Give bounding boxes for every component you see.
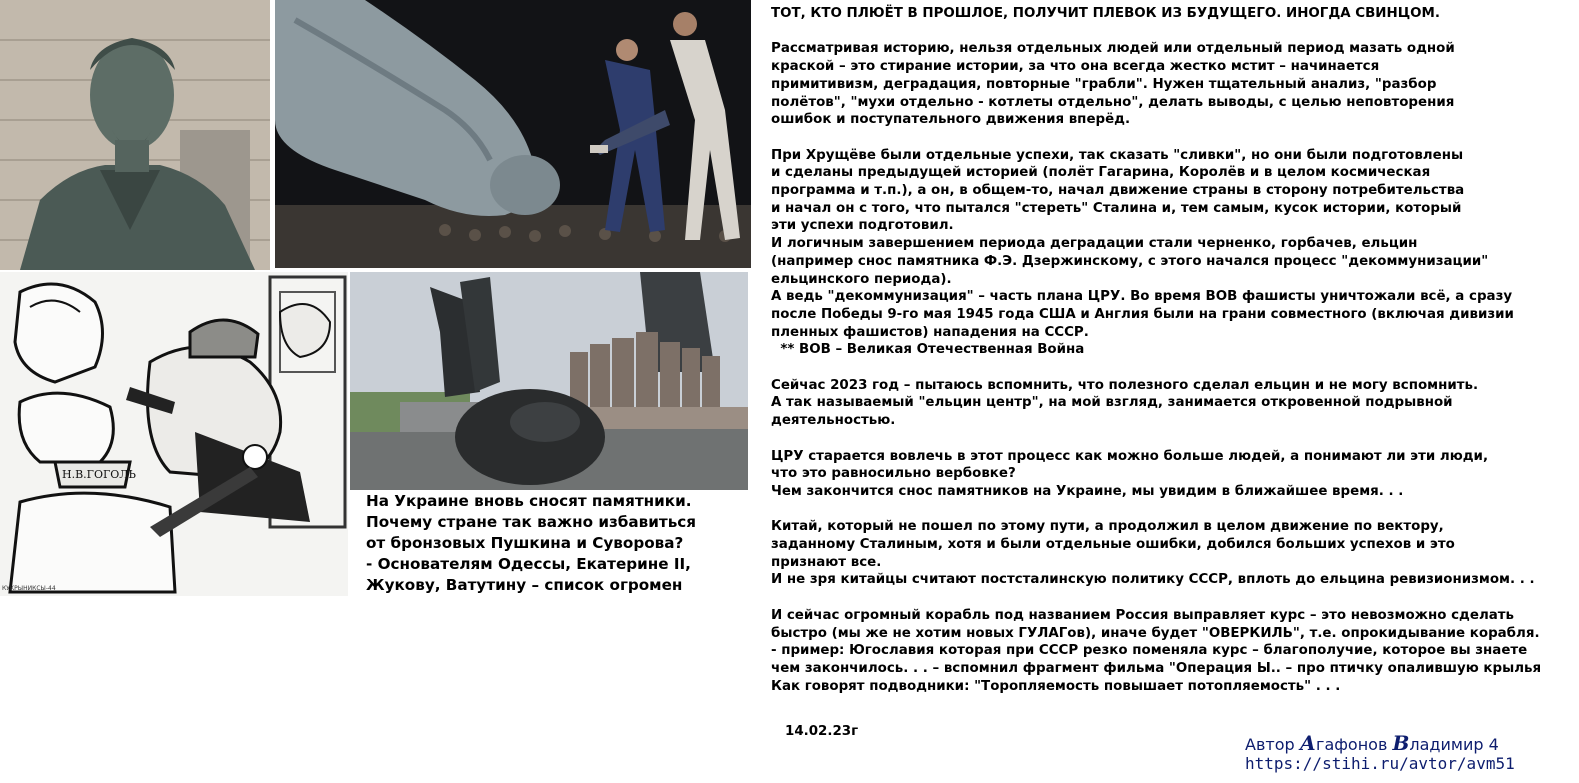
- article-line: При Хрущёве были отдельные успехи, так сказать "сливки", но они были подготовлены: [771, 147, 1464, 163]
- article-line: после Победы 9-го мая 1945 года США и Англия были на грани совместного (включая дивизии: [771, 306, 1514, 322]
- caption-line: Жукову, Ватутину – список огромен: [366, 576, 683, 594]
- photo-toppled-statue-night: [275, 0, 751, 268]
- article-line: чем закончилось. . . – вспомнил фрагмент фильма "Операция Ы.. – про птичку опалившую крылья: [771, 660, 1542, 676]
- article-line: А так называемый "ельцин центр", на мой взгляд, занимается откровенной подрывной: [771, 395, 1453, 411]
- author-initial-2: В: [1392, 731, 1410, 755]
- article-body: [771, 5, 1577, 695]
- article-line: полётов", "мухи отдельно - котлеты отдельно", делать выводы, с целью неповторения: [771, 94, 1455, 110]
- author-name-1: гафонов: [1316, 735, 1393, 754]
- article-line: ельцинского периода).: [771, 271, 952, 287]
- article-line: А ведь "декоммунизация" – часть плана ЦРУ. Во время ВОВ фашисты уничтожали всё, а сразу: [771, 289, 1513, 305]
- bust-inscription: Н.В.ГОГОЛЬ: [62, 468, 136, 481]
- article-title: ТОТ, КТО ПЛЮЁТ В ПРОШЛОЕ, ПОЛУЧИТ ПЛЕВОК ИЗ БУДУЩЕГО. ИНОГДА СВИНЦОМ.: [771, 6, 1440, 21]
- photo-dzerzhinsky-statue: [0, 0, 270, 270]
- article-line: заданному Сталиным, хотя и были отдельные ошибки, добился больших успехов и это: [771, 537, 1455, 553]
- photo-dismantled-monument: [350, 272, 748, 490]
- article-line: пленных фашистов) нападения на СССР.: [771, 324, 1089, 340]
- article-line: что это равносильно вербовке?: [771, 466, 1016, 482]
- article-line: ошибок и поступательного движения вперёд.: [771, 112, 1131, 128]
- author-url-link[interactable]: https://stihi.ru/avtor/avm51: [1245, 754, 1515, 773]
- article-line: - пример: Югославия которая при СССР резко поменяла курс – благополучие, которое вы знаете: [771, 643, 1528, 659]
- article-line: Чем закончится снос памятников на Украине, мы увидим в ближайшее время. . .: [771, 483, 1404, 499]
- article-date: 14.02.23г: [785, 724, 859, 739]
- article-line: И не зря китайцы считают постсталинскую политику СССР, вплоть до ельцина ревизионизмом. . .: [771, 572, 1535, 588]
- article-line: и начал он с того, что пытался "стереть" Сталина и, тем самым, кусок истории, который: [771, 200, 1462, 216]
- caption-line: от бронзовых Пушкина и Суворова?: [366, 534, 684, 552]
- cartoon-signature: КУКРЫНИКСЫ-44: [2, 585, 56, 592]
- caption-line: - Основателям Одессы, Екатерине II,: [366, 555, 691, 573]
- article-line: Китай, который не пошел по этому пути, а продолжил в целом движение по вектору,: [771, 519, 1444, 535]
- caption-line: На Украине вновь сносят памятники.: [366, 492, 692, 510]
- article-line: и сделаны предыдущей историей (полёт Гагарина, Королёв и в целом космическая: [771, 165, 1431, 181]
- article-line: И сейчас огромный корабль под названием Россия выправляет курс – это невозможно сделать: [771, 607, 1515, 623]
- article-line: И логичным завершением периода деградации стали черненко, горбачев, ельцин: [771, 236, 1418, 252]
- article-footnote: ** ВОВ – Великая Отечественная Война: [771, 342, 1085, 358]
- article-line: Как говорят подводники: "Торопляемость повышает потопляемость" . . .: [771, 678, 1341, 694]
- author-signature: [1245, 731, 1499, 755]
- author-prefix: Автор: [1245, 735, 1300, 754]
- article-line: примитивизм, деградация, повторные "грабли". Нужен тщательный анализ, "разбор: [771, 76, 1437, 92]
- article-line: Сейчас 2023 год – пытаюсь вспомнить, что полезного сделал ельцин и не могу вспомнить.: [771, 377, 1479, 393]
- article-line: ЦРУ старается вовлечь в этот процесс как можно больше людей, а понимают ли эти люди,: [771, 448, 1489, 464]
- author-initial-1: А: [1299, 731, 1317, 755]
- article-line: деятельностью.: [771, 413, 896, 429]
- article-line: (например снос памятника Ф.Э. Дзержинскому, с этого начался процесс "декоммунизации": [771, 253, 1489, 269]
- article-line: быстро (мы же не хотим новых ГУЛАГов), иначе будет "ОВЕРКИЛЬ", т.е. опрокидывание корабля.: [771, 625, 1540, 641]
- article-line: программа и т.п.), а он, в общем-то, начал движение страны в сторону потребительства: [771, 183, 1465, 198]
- article-line: эти успехи подготовил.: [771, 218, 954, 234]
- article-line: Рассматривая историю, нельзя отдельных людей или отдельный период мазать одной: [771, 41, 1455, 57]
- cartoon-illustration: [0, 272, 348, 596]
- author-name-2: ладимир 4: [1409, 735, 1499, 754]
- article-line: краской – это стирание истории, за что она всегда жестко мстит – начинается: [771, 59, 1380, 75]
- caption-line: Почему стране так важно избавиться: [366, 513, 697, 531]
- article-line: признают все.: [771, 554, 882, 570]
- image-caption: [366, 491, 746, 596]
